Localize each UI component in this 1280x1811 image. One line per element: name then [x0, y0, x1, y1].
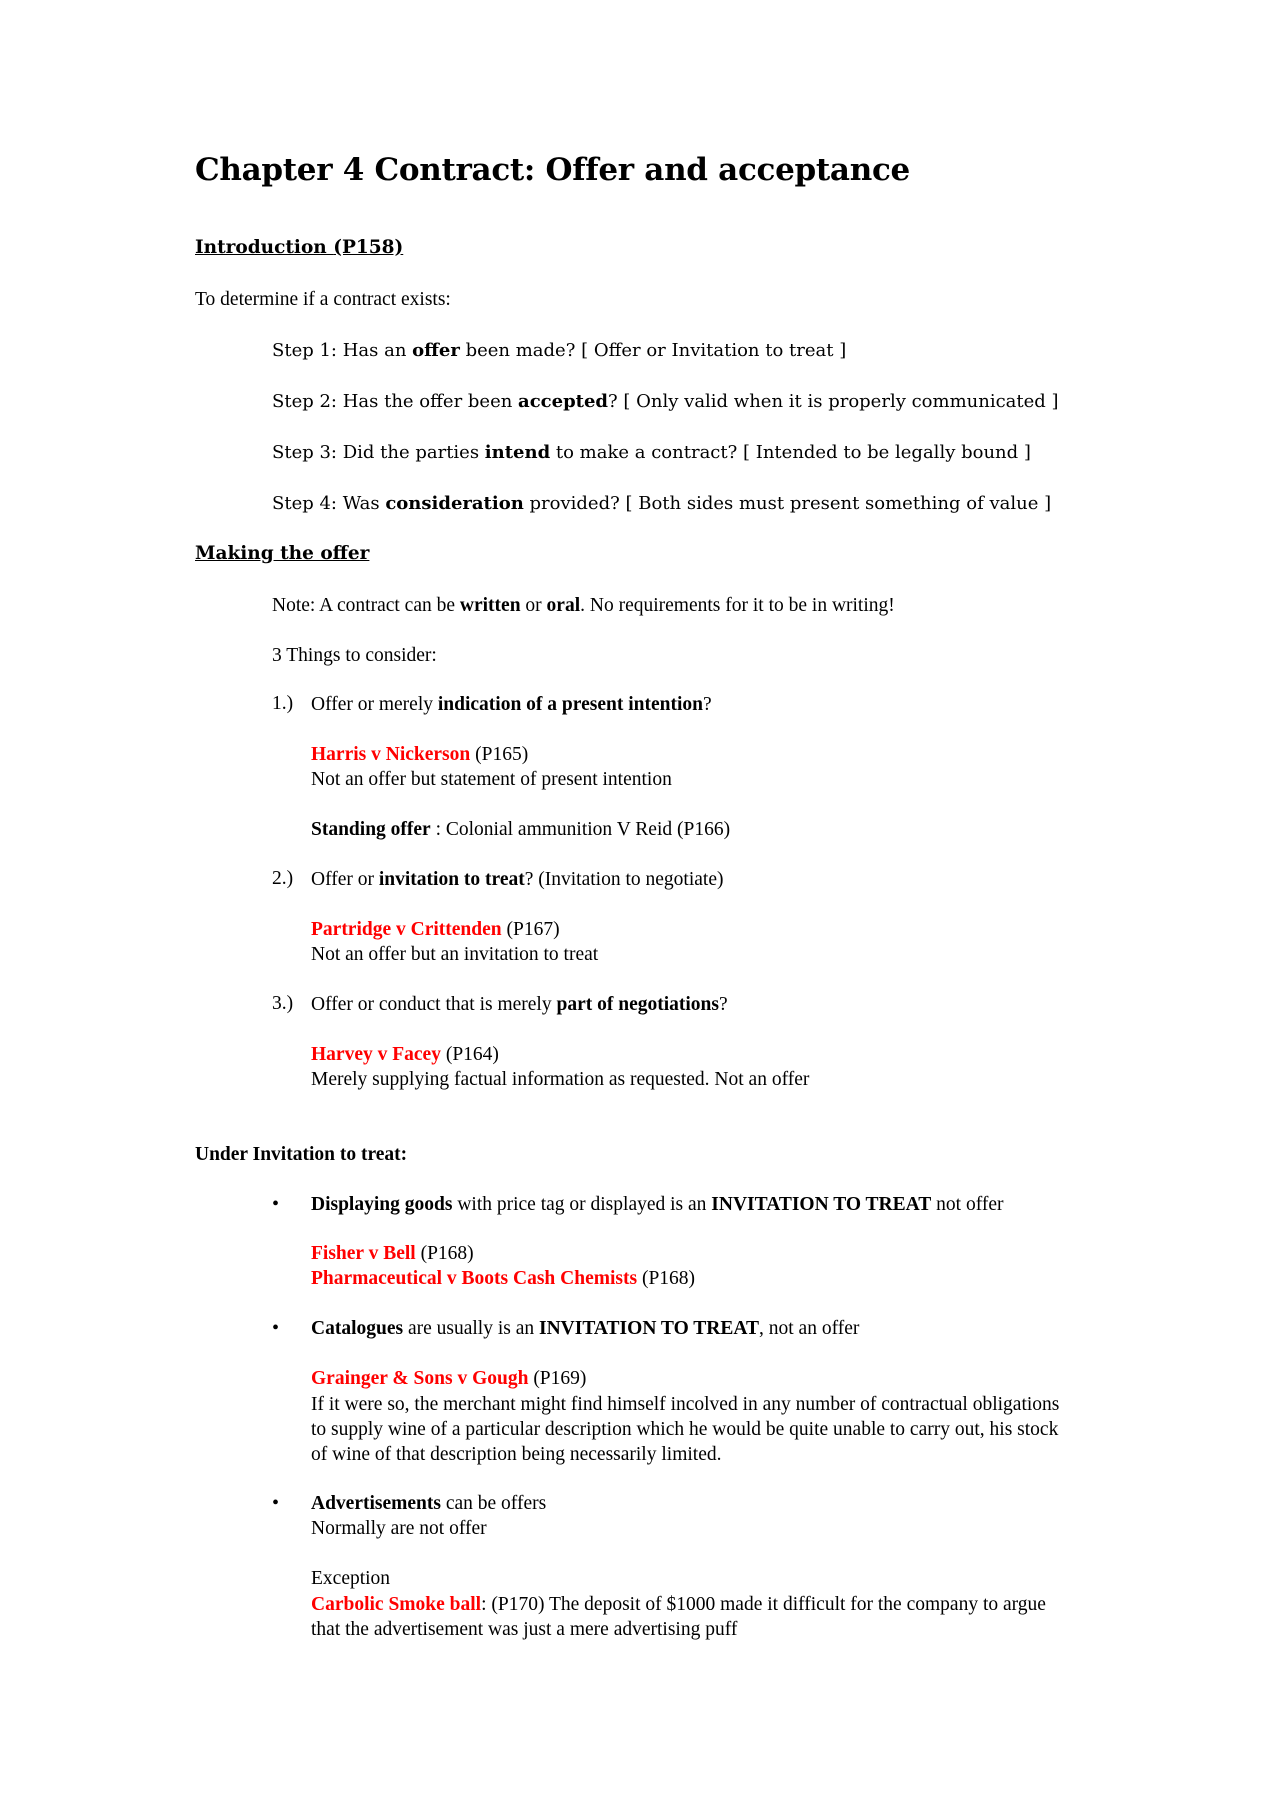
case-name: Grainger & Sons v Gough	[311, 1368, 529, 1389]
case-fisher-v-bell	[311, 1242, 474, 1266]
bullet-icon: •	[272, 1317, 280, 1339]
step-3-note: to make a contract? [ Intended to be legally bound ]	[550, 442, 1031, 463]
step-2-note: ? [ Only valid when it is properly communicated ]	[608, 391, 1059, 412]
step-2-keyword: accepted	[518, 391, 609, 412]
item-3-question	[311, 993, 728, 1017]
note-text: Note: A contract can be	[272, 595, 460, 616]
case-ref: (P169)	[528, 1368, 587, 1389]
step-3	[272, 441, 1031, 465]
case-ref: (P165)	[470, 744, 529, 765]
item-3-text: Offer or conduct that is merely	[311, 994, 557, 1015]
introduction-page-ref: (P158)	[333, 237, 404, 258]
b3-keyword: Advertisements	[311, 1493, 441, 1514]
item-1-question	[311, 693, 712, 717]
case-partridge-desc: Not an offer but an invitation to treat	[311, 944, 599, 965]
b1-keyword-2: INVITATION TO TREAT	[711, 1194, 932, 1215]
case-name: Harris v Nickerson	[311, 744, 471, 765]
case-name: Harvey v Facey	[311, 1044, 441, 1065]
exception-label: Exception	[311, 1568, 391, 1589]
section-heading-under-invitation: Under Invitation to treat:	[195, 1144, 408, 1165]
case-harris-v-nickerson	[311, 743, 528, 767]
case-ref: (P164)	[440, 1044, 499, 1065]
case-harvey-v-facey	[311, 1043, 499, 1067]
bullet-advertisements	[311, 1492, 546, 1516]
case-ref: (P168)	[641, 1268, 696, 1289]
standing-offer-line	[311, 818, 730, 842]
case-harvey-desc: Merely supplying factual information as requested. Not an offer	[311, 1069, 810, 1090]
step-2	[272, 390, 1059, 414]
case-desc: : (P170) The deposit of $1000 made it difficult for the company to argue that the advertisement was just a mere advertising puff	[311, 1594, 1046, 1640]
step-1-text: Step 1: Has an	[272, 340, 413, 361]
step-4-keyword: consideration	[385, 493, 524, 514]
bullet-catalogues	[311, 1317, 859, 1341]
case-grainger-v-gough	[311, 1367, 586, 1391]
case-name: Carbolic Smoke ball	[311, 1594, 482, 1615]
b1-text: with price tag or displayed is an	[452, 1194, 712, 1215]
introduction-label: Introduction	[195, 237, 334, 258]
item-3-mark: ?	[718, 994, 728, 1015]
section-heading-making-offer: Making the offer	[195, 543, 370, 564]
b3-line-2: Normally are not offer	[311, 1518, 487, 1539]
step-3-keyword: intend	[484, 442, 551, 463]
intro-lead: To determine if a contract exists:	[195, 289, 451, 310]
standing-offer-case: : Colonial ammunition V Reid (P166)	[430, 819, 731, 840]
b2-keyword: Catalogues	[311, 1318, 404, 1339]
b2-keyword-2: INVITATION TO TREAT	[539, 1318, 759, 1339]
b1-rest: not offer	[931, 1194, 1004, 1215]
case-ref: (P167)	[501, 919, 560, 940]
case-partridge-v-crittenden	[311, 918, 560, 942]
case-grainger-desc: If it were so, the merchant might find himself incolved in any number of contractual obligations to supply wine of a particular description which he would be quite unable to carry out, his stock of wine of that description being necessarily limited.	[311, 1394, 1060, 1465]
step-4-note: provided? [ Both sides must present something of value ]	[523, 493, 1052, 514]
step-4-text: Step 4: Was	[272, 493, 386, 514]
step-1-note: been made? [ Offer or Invitation to treat ]	[459, 340, 847, 361]
item-2-text: Offer or	[311, 869, 379, 890]
item-2-question	[311, 868, 723, 892]
item-1-keyword: indication of a present intention	[437, 694, 703, 715]
note-oral: oral	[546, 595, 581, 616]
things-to-consider: 3 Things to consider:	[272, 645, 437, 666]
bullet-icon: •	[272, 1492, 280, 1514]
case-ref: (P168)	[415, 1243, 474, 1264]
note-or: or	[520, 595, 547, 616]
case-pharmaceutical-v-boots	[311, 1267, 695, 1291]
case-carbolic-smoke-ball	[311, 1592, 1071, 1642]
b3-text: can be offers	[440, 1493, 547, 1514]
b2-text: are usually is an	[403, 1318, 540, 1339]
b2-rest: , not an offer	[759, 1318, 860, 1339]
item-1-mark: ?	[702, 694, 712, 715]
step-2-text: Step 2: Has the offer been	[272, 391, 519, 412]
page-title: Chapter 4 Contract: Offer and acceptance	[195, 152, 910, 188]
standing-offer-label: Standing offer	[311, 819, 431, 840]
item-1-number: 1.)	[272, 693, 294, 714]
step-4	[272, 492, 1051, 516]
note-written: written	[459, 595, 521, 616]
b1-keyword: Displaying goods	[311, 1194, 453, 1215]
item-2-number: 2.)	[272, 868, 294, 889]
case-name: Fisher v Bell	[311, 1243, 416, 1264]
step-3-text: Step 3: Did the parties	[272, 442, 485, 463]
item-2-mark: ? (Invitation to negotiate)	[524, 869, 724, 890]
item-3-number: 3.)	[272, 993, 294, 1014]
note-rest: . No requirements for it to be in writing!	[580, 595, 895, 616]
case-name: Pharmaceutical v Boots Cash Chemists	[311, 1268, 642, 1289]
case-name: Partridge v Crittenden	[311, 919, 502, 940]
item-2-keyword: invitation to treat	[378, 869, 525, 890]
bullet-displaying-goods	[311, 1193, 1003, 1217]
step-1-keyword: offer	[412, 340, 460, 361]
step-1	[272, 339, 846, 363]
case-harris-desc: Not an offer but statement of present intention	[311, 769, 672, 790]
item-3-keyword: part of negotiations	[556, 994, 719, 1015]
item-1-text: Offer or merely	[311, 694, 438, 715]
section-heading-introduction	[195, 237, 403, 258]
bullet-icon: •	[272, 1193, 280, 1215]
note-line	[272, 594, 895, 618]
